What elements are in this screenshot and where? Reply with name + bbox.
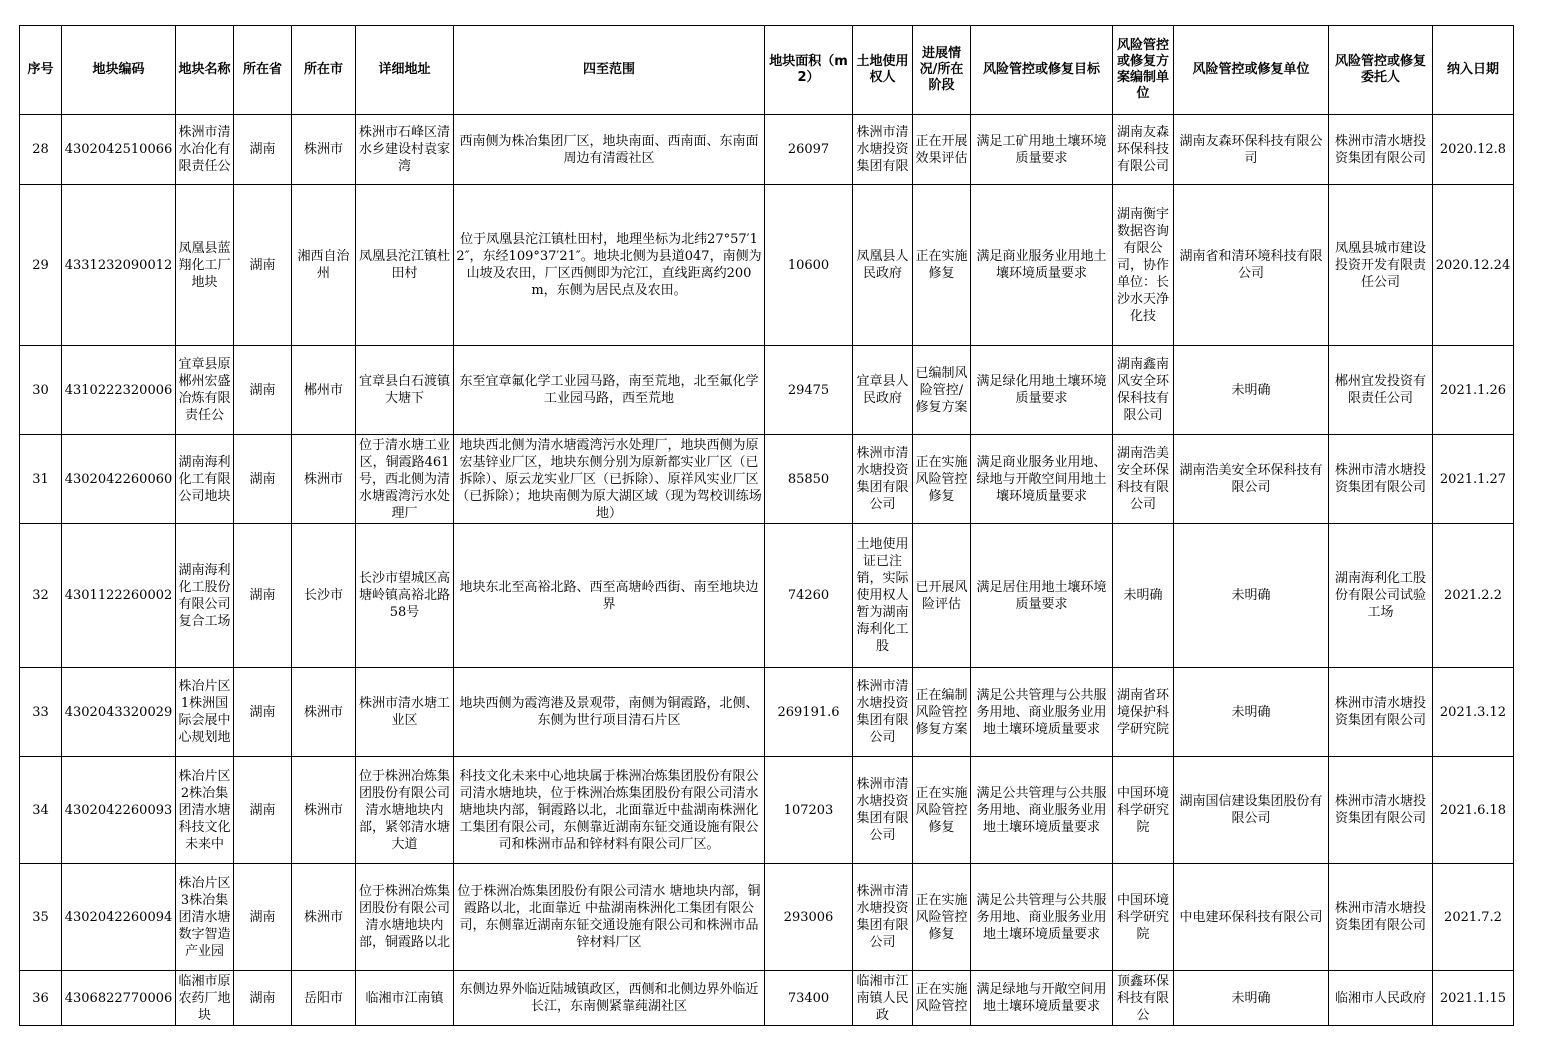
site-register-table <box>19 25 1514 1026</box>
table-cell <box>913 668 971 757</box>
cell-text: 4302042260094 <box>64 909 173 925</box>
cell-text: 中国环境科学研究院 <box>1116 785 1169 835</box>
table-cell <box>176 668 234 757</box>
cell-text: 293006 <box>783 909 834 925</box>
header-row <box>20 26 1514 115</box>
table-cell <box>1329 668 1433 757</box>
cell-text: 10600 <box>787 257 830 273</box>
table-cell <box>234 757 292 864</box>
table-cell <box>971 185 1113 346</box>
table-cell <box>913 346 971 435</box>
cell-text: 2021.1.26 <box>1439 382 1507 398</box>
cell-text: 4306822770006 <box>64 990 173 1006</box>
table-cell <box>62 864 176 971</box>
table-cell <box>356 185 454 346</box>
cell-text: 株洲市 <box>303 909 343 925</box>
cell-text: 湖南 <box>249 909 276 925</box>
cell-text: 郴州市 <box>303 382 343 398</box>
cell-text: 未明确 <box>1123 588 1163 603</box>
cell-text: 湖南友森环保科技有限公司 <box>1116 125 1169 174</box>
table-cell <box>853 668 913 757</box>
cell-text: 湖南海利化工股份有限公司试验工场 <box>1334 571 1426 620</box>
table-cell <box>292 668 356 757</box>
table-cell <box>765 524 853 668</box>
table-cell <box>292 757 356 864</box>
table-cell <box>1433 346 1514 435</box>
table-cell <box>1113 435 1174 524</box>
table-cell <box>292 524 356 668</box>
cell-text: 4301122260002 <box>64 588 173 603</box>
cell-text: 未明确 <box>1231 588 1271 603</box>
table-cell <box>1329 435 1433 524</box>
table-cell <box>971 346 1113 435</box>
table-cell <box>176 971 234 1026</box>
cell-text: 株洲市清水塘投资集团有限 <box>856 125 909 174</box>
cell-text: 湖南鑫南风安全环保科技有限公司 <box>1116 357 1169 423</box>
cell-text: 未明确 <box>1231 704 1271 720</box>
table-row <box>20 971 1514 1026</box>
table-cell <box>1433 757 1514 864</box>
table-cell <box>1329 185 1433 346</box>
cell-text: 正在实施风险管控修复 <box>915 892 968 942</box>
cell-text: 湖南 <box>249 588 276 603</box>
table-cell <box>292 435 356 524</box>
cell-text: 株洲市清水塘投资集团有限公司 <box>856 884 909 950</box>
table-cell <box>1433 971 1514 1026</box>
table-row <box>20 864 1514 971</box>
cell-text: 满足公共管理与公共服务用地、商业服务业用地土壤环境质量要求 <box>976 687 1107 737</box>
cell-text: 74260 <box>787 588 830 603</box>
cell-text: 湖南省环境保护科学研究院 <box>1116 687 1169 737</box>
cell-text: 株洲市 <box>303 704 343 720</box>
column-header: 序号 <box>20 26 62 115</box>
column-header: 风险管控或修复单位 <box>1174 26 1329 115</box>
cell-text: 株洲市清水塘投资集团有限公司 <box>1334 463 1426 495</box>
table-cell <box>765 346 853 435</box>
cell-text: 湘西自治州 <box>297 249 350 281</box>
table-cell <box>234 971 292 1026</box>
table-cell <box>292 115 356 185</box>
table-cell <box>62 971 176 1026</box>
table-cell <box>1433 435 1514 524</box>
table-cell <box>853 864 913 971</box>
table-cell <box>853 435 913 524</box>
table-cell <box>971 971 1113 1026</box>
table-cell <box>1174 971 1329 1026</box>
cell-text: 湖南 <box>249 990 276 1006</box>
table-cell <box>1113 757 1174 864</box>
table-cell <box>20 185 62 346</box>
cell-text: 临湘市原农药厂地块 <box>178 973 231 1023</box>
cell-text: 33 <box>32 704 49 720</box>
column-header: 风险管控或修复委托人 <box>1329 26 1433 115</box>
column-header: 风险管控或修复方案编制单位 <box>1113 26 1174 115</box>
table-cell <box>971 435 1113 524</box>
cell-text: 中电建环保科技有限公司 <box>1179 909 1323 925</box>
column-header: 详细地址 <box>356 26 454 115</box>
cell-text: 2020.12.8 <box>1439 142 1507 157</box>
cell-text: 湖南友森环保科技有限公司 <box>1179 133 1323 166</box>
cell-text: 2020.12.24 <box>1435 257 1511 273</box>
table-cell <box>234 524 292 668</box>
cell-text: 满足绿化用地土壤环境质量要求 <box>976 374 1107 406</box>
cell-text: 正在实施风险管控修复 <box>915 785 968 835</box>
table-cell <box>1329 346 1433 435</box>
table-cell <box>1329 524 1433 668</box>
table-cell <box>913 524 971 668</box>
cell-text: 宜章县白石渡镇大塘下 <box>358 374 450 406</box>
table-cell <box>292 971 356 1026</box>
table-cell <box>356 668 454 757</box>
cell-text: 正在实施风险管控修复 <box>915 454 968 504</box>
table-cell <box>20 971 62 1026</box>
table-cell <box>1113 346 1174 435</box>
cell-text: 位于株洲冶炼集团股份有限公司清水塘地块内部，紧邻清水塘大道 <box>358 768 450 852</box>
cell-text: 湖南国信建设集团股份有限公司 <box>1179 794 1323 826</box>
cell-text: 湖南 <box>249 142 276 157</box>
table-cell <box>765 185 853 346</box>
cell-text: 湖南衡宇数据咨询有限公司，协作单位：长沙水天净化技 <box>1116 206 1169 324</box>
cell-text: 满足商业服务业用地土壤环境质量要求 <box>976 249 1107 281</box>
cell-text: 科技文化未来中心地块属于株洲冶炼集团股份有限公司清水塘地块，位于株洲冶炼集团股份有限公司清水塘地块内部，铜霞路以北，北面靠近中盐湖南株洲化工集团有限公司，东侧靠近湖南东钲交通设施有限公司和株洲市品和锌材料有限公司厂区。 <box>459 768 759 852</box>
table-cell <box>356 435 454 524</box>
table-cell <box>853 115 913 185</box>
column-header: 地块名称 <box>176 26 234 115</box>
cell-text: 长沙市 <box>303 588 343 603</box>
table-cell <box>454 971 765 1026</box>
table-cell <box>913 435 971 524</box>
cell-text: 35 <box>32 909 49 925</box>
table-cell <box>234 864 292 971</box>
cell-text: 满足公共管理与公共服务用地、商业服务业用地土壤环境质量要求 <box>976 892 1107 942</box>
cell-text: 2021.6.18 <box>1439 802 1507 818</box>
table-cell <box>356 864 454 971</box>
table-cell <box>853 346 913 435</box>
cell-text: 湖南 <box>249 471 276 487</box>
column-header: 地块编码 <box>62 26 176 115</box>
cell-text: 株洲市石峰区清水乡建设村袁家湾 <box>358 125 450 174</box>
table-cell <box>913 185 971 346</box>
cell-text: 株洲市清水塘投资集团有限公司 <box>856 679 909 745</box>
table-cell <box>356 757 454 864</box>
table-cell <box>913 864 971 971</box>
cell-text: 郴州宜发投资有限责任公司 <box>1334 374 1426 406</box>
table-row <box>20 757 1514 864</box>
cell-text: 湖南 <box>249 704 276 720</box>
cell-text: 株洲市清水冶化有限责任公 <box>178 125 231 174</box>
cell-text: 地块东北至高裕北路、西至高塘岭西街、南至地块边界 <box>459 579 759 612</box>
cell-text: 临湘市江南镇人民政 <box>856 973 909 1023</box>
table-cell <box>913 115 971 185</box>
table-cell <box>20 435 62 524</box>
cell-text: 已开展风险评估 <box>915 579 968 612</box>
cell-text: 2021.2.2 <box>1444 588 1502 603</box>
table-cell <box>1113 524 1174 668</box>
table-cell <box>765 435 853 524</box>
table-cell <box>234 115 292 185</box>
cell-text: 土地使用证已注销，实际使用权人暂为湖南海利化工股 <box>856 537 909 654</box>
table-cell <box>1174 668 1329 757</box>
table-cell <box>176 757 234 864</box>
table-cell <box>20 757 62 864</box>
table-cell <box>765 864 853 971</box>
table-cell <box>853 971 913 1026</box>
table-cell <box>454 115 765 185</box>
table-cell <box>234 435 292 524</box>
cell-text: 正在实施修复 <box>915 249 968 281</box>
cell-text: 29475 <box>787 382 830 398</box>
table-cell <box>913 757 971 864</box>
cell-text: 凤凰县蓝翔化工厂地块 <box>178 240 231 290</box>
table-cell <box>1433 668 1514 757</box>
cell-text: 满足工矿用地土壤环境质量要求 <box>976 133 1107 166</box>
table-cell <box>356 115 454 185</box>
table-cell <box>356 971 454 1026</box>
cell-text: 西南侧为株冶集团厂区，地块南面、西南面、东南面周边有清霞社区 <box>459 133 759 166</box>
table-cell <box>292 864 356 971</box>
table-cell <box>971 864 1113 971</box>
table-cell <box>62 435 176 524</box>
cell-text: 正在实施风险管控 <box>915 982 968 1014</box>
cell-text: 湖南海利化工股份有限公司复合工场 <box>178 562 231 629</box>
cell-text: 湖南 <box>249 382 276 398</box>
table-cell <box>1174 115 1329 185</box>
cell-text: 2021.1.15 <box>1439 990 1507 1006</box>
table-cell <box>913 971 971 1026</box>
table-row <box>20 668 1514 757</box>
cell-text: 73400 <box>787 990 830 1006</box>
cell-text: 满足绿地与开敞空间用地土壤环境质量要求 <box>976 982 1107 1014</box>
cell-text: 31 <box>32 471 49 487</box>
table-cell <box>292 185 356 346</box>
cell-text: 长沙市望城区高塘岭镇高裕北路58号 <box>358 571 450 620</box>
table-cell <box>1433 185 1514 346</box>
cell-text: 中国环境科学研究院 <box>1116 892 1169 942</box>
table-cell <box>765 757 853 864</box>
table-cell <box>1329 971 1433 1026</box>
table-cell <box>454 185 765 346</box>
table-cell <box>1113 668 1174 757</box>
cell-text: 凤凰县沱江镇杜田村 <box>358 249 450 281</box>
cell-text: 满足居住用地土壤环境质量要求 <box>976 579 1107 612</box>
cell-text: 满足公共管理与公共服务用地、商业服务业用地土壤环境质量要求 <box>976 785 1107 835</box>
cell-text: 东侧边界外临近陆城镇政区，西侧和北侧边界外临近长江，东南侧紧靠莼湖社区 <box>459 982 759 1014</box>
table-row <box>20 435 1514 524</box>
cell-text: 顶鑫环保科技有限公 <box>1116 973 1169 1023</box>
cell-text: 地块西北侧为清水塘霞湾污水处理厂，地块西侧为原宏基锌业厂区，地块东侧分别为原新都实业厂区（已拆除）、原云龙实业厂区（已拆除）、原祥风实业厂区（已拆除）；地块南侧为原大湖区域（现为驾校训练场地） <box>456 437 762 521</box>
table-cell <box>1433 864 1514 971</box>
cell-text: 36 <box>32 990 49 1006</box>
table-cell <box>971 668 1113 757</box>
table-cell <box>853 185 913 346</box>
table-cell <box>20 668 62 757</box>
cell-text: 2021.3.12 <box>1439 704 1507 720</box>
table-cell <box>20 115 62 185</box>
table-cell <box>62 668 176 757</box>
table-cell <box>1174 864 1329 971</box>
cell-text: 4302042260060 <box>64 471 173 487</box>
cell-text: 85850 <box>787 471 830 487</box>
table-cell <box>234 668 292 757</box>
cell-text: 位于凤凰县沱江镇杜田村，地理坐标为北纬27°57′12″，东经109°37′21″。地块北侧为县道047，南侧为山坡及农田，厂区西侧即为沱江，直线距离约200m，东侧为居民点及农田。 <box>456 232 762 298</box>
cell-text: 株洲市 <box>303 471 343 487</box>
cell-text: 株冶片区2株冶集团清水塘科技文化未来中 <box>178 768 231 852</box>
table-cell <box>20 864 62 971</box>
table-cell <box>1113 115 1174 185</box>
column-header: 土地使用权人 <box>853 26 913 115</box>
cell-text: 2021.1.27 <box>1439 471 1507 487</box>
column-header: 地块面积（m2） <box>765 26 853 115</box>
table-cell <box>20 524 62 668</box>
table-cell <box>62 185 176 346</box>
cell-text: 已编制风险管控/修复方案 <box>915 365 968 415</box>
table-cell <box>765 971 853 1026</box>
cell-text: 株洲市清水塘投资集团有限公司 <box>1334 794 1426 826</box>
column-header: 四至范围 <box>454 26 765 115</box>
table-cell <box>1174 185 1329 346</box>
table-cell <box>1113 185 1174 346</box>
cell-text: 未明确 <box>1231 990 1271 1006</box>
cell-text: 湖南海利化工有限公司地块 <box>178 454 231 504</box>
cell-text: 正在编制风险管控修复方案 <box>915 687 968 737</box>
table-cell <box>176 524 234 668</box>
table-cell <box>234 346 292 435</box>
table-cell <box>1174 346 1329 435</box>
table-cell <box>765 115 853 185</box>
cell-text: 位于株洲冶炼集团股份有限公司清水 塘地块内部，铜霞路以北，北面靠近 中盐湖南株洲化工集团有限公司，东侧靠近湖南东钲交通设施有限公司和株洲市品锌材料厂区 <box>457 884 761 950</box>
table-row <box>20 524 1514 668</box>
table-cell <box>971 757 1113 864</box>
cell-text: 4310222320006 <box>64 382 173 398</box>
column-header: 风险管控或修复目标 <box>971 26 1113 115</box>
cell-text: 位于株洲冶炼集团股份有限公司清水塘地块内部，铜霞路以北 <box>358 884 450 950</box>
table-cell <box>853 524 913 668</box>
column-header: 所在市 <box>292 26 356 115</box>
cell-text: 株洲市清水塘投资集团有限公司 <box>1334 901 1426 933</box>
table-cell <box>1113 864 1174 971</box>
table-row <box>20 185 1514 346</box>
table-cell <box>176 864 234 971</box>
cell-text: 株洲市清水塘投资集团有限公司 <box>856 446 909 512</box>
cell-text: 30 <box>32 382 49 398</box>
table-cell <box>1174 435 1329 524</box>
cell-text: 湖南 <box>249 257 276 273</box>
table-cell <box>292 346 356 435</box>
cell-text: 地块西侧为霞湾港及景观带，南侧为铜霞路，北侧、东侧为世行项目清石片区 <box>459 696 759 728</box>
cell-text: 28 <box>32 142 49 157</box>
cell-text: 湖南浩美安全环保科技有限公司 <box>1179 463 1323 495</box>
table-cell <box>234 185 292 346</box>
cell-text: 株洲市 <box>303 142 343 157</box>
table-cell <box>454 346 765 435</box>
column-header: 进展情况/所在阶段 <box>913 26 971 115</box>
column-header: 纳入日期 <box>1433 26 1514 115</box>
table-cell <box>62 757 176 864</box>
cell-text: 4302043320029 <box>64 704 173 720</box>
table-cell <box>20 346 62 435</box>
cell-text: 满足商业服务业用地、绿地与开敞空间用地土壤环境质量要求 <box>976 454 1107 504</box>
cell-text: 东至宜章氟化学工业园马路，南至荒地，北至氟化学工业园马路，西至荒地 <box>459 374 759 406</box>
table-cell <box>454 524 765 668</box>
cell-text: 株洲市 <box>303 802 343 818</box>
cell-text: 宜章县原郴州宏盛冶炼有限责任公 <box>178 357 231 423</box>
cell-text: 269191.6 <box>777 704 840 720</box>
table-cell <box>971 524 1113 668</box>
table-cell <box>1113 971 1174 1026</box>
table-cell <box>62 115 176 185</box>
cell-text: 株冶片区1株洲国际会展中心规划地 <box>178 679 231 745</box>
cell-text: 4302042510066 <box>64 142 173 157</box>
cell-text: 107203 <box>783 802 834 818</box>
cell-text: 株洲市清水塘投资集团有限公司 <box>856 777 909 843</box>
cell-text: 未明确 <box>1231 382 1271 398</box>
cell-text: 26097 <box>787 142 830 157</box>
cell-text: 宜章县人民政府 <box>856 374 909 406</box>
cell-text: 岳阳市 <box>303 990 343 1006</box>
table-cell <box>853 757 913 864</box>
table-cell <box>62 346 176 435</box>
cell-text: 34 <box>32 802 49 818</box>
cell-text: 凤凰县人民政府 <box>856 249 909 281</box>
cell-text: 株冶片区3株冶集团清水塘数字智造产业园 <box>178 875 231 959</box>
cell-text: 湖南省和清环境科技有限公司 <box>1179 249 1323 281</box>
cell-text: 株洲市清水塘工业区 <box>358 696 450 728</box>
cell-text: 2021.7.2 <box>1444 909 1502 925</box>
table-cell <box>1433 115 1514 185</box>
cell-text: 4331232090012 <box>64 257 173 273</box>
cell-text: 32 <box>32 588 49 603</box>
table-cell <box>454 757 765 864</box>
table-cell <box>1174 524 1329 668</box>
table-cell <box>176 346 234 435</box>
table-cell <box>176 115 234 185</box>
table-cell <box>454 435 765 524</box>
table-cell <box>176 185 234 346</box>
table-cell <box>971 115 1113 185</box>
table-cell <box>356 346 454 435</box>
table-cell <box>454 864 765 971</box>
table-cell <box>1329 757 1433 864</box>
cell-text: 29 <box>32 257 49 273</box>
table-cell <box>1433 524 1514 668</box>
cell-text: 临湘市江南镇 <box>365 990 444 1006</box>
cell-text: 4302042260093 <box>64 802 173 818</box>
table-cell <box>765 668 853 757</box>
table-row <box>20 115 1514 185</box>
table-cell <box>62 524 176 668</box>
cell-text: 位于清水塘工业区，铜霞路461号，西北侧为清水塘霞湾污水处理厂 <box>358 437 450 521</box>
table-cell <box>1174 757 1329 864</box>
cell-text: 湖南浩美安全环保科技有限公司 <box>1116 446 1169 512</box>
table-cell <box>176 435 234 524</box>
column-header: 所在省 <box>234 26 292 115</box>
table-row <box>20 346 1514 435</box>
cell-text: 临湘市人民政府 <box>1334 990 1426 1006</box>
table-cell <box>454 668 765 757</box>
table-cell <box>1329 864 1433 971</box>
cell-text: 株洲市清水塘投资集团有限公司 <box>1334 696 1426 728</box>
table-cell <box>356 524 454 668</box>
cell-text: 株洲市清水塘投资集团有限公司 <box>1334 133 1426 166</box>
table-cell <box>1329 115 1433 185</box>
cell-text: 正在开展效果评估 <box>915 133 968 166</box>
cell-text: 湖南 <box>249 802 276 818</box>
cell-text: 凤凰县城市建设投资开发有限责任公司 <box>1334 240 1426 290</box>
